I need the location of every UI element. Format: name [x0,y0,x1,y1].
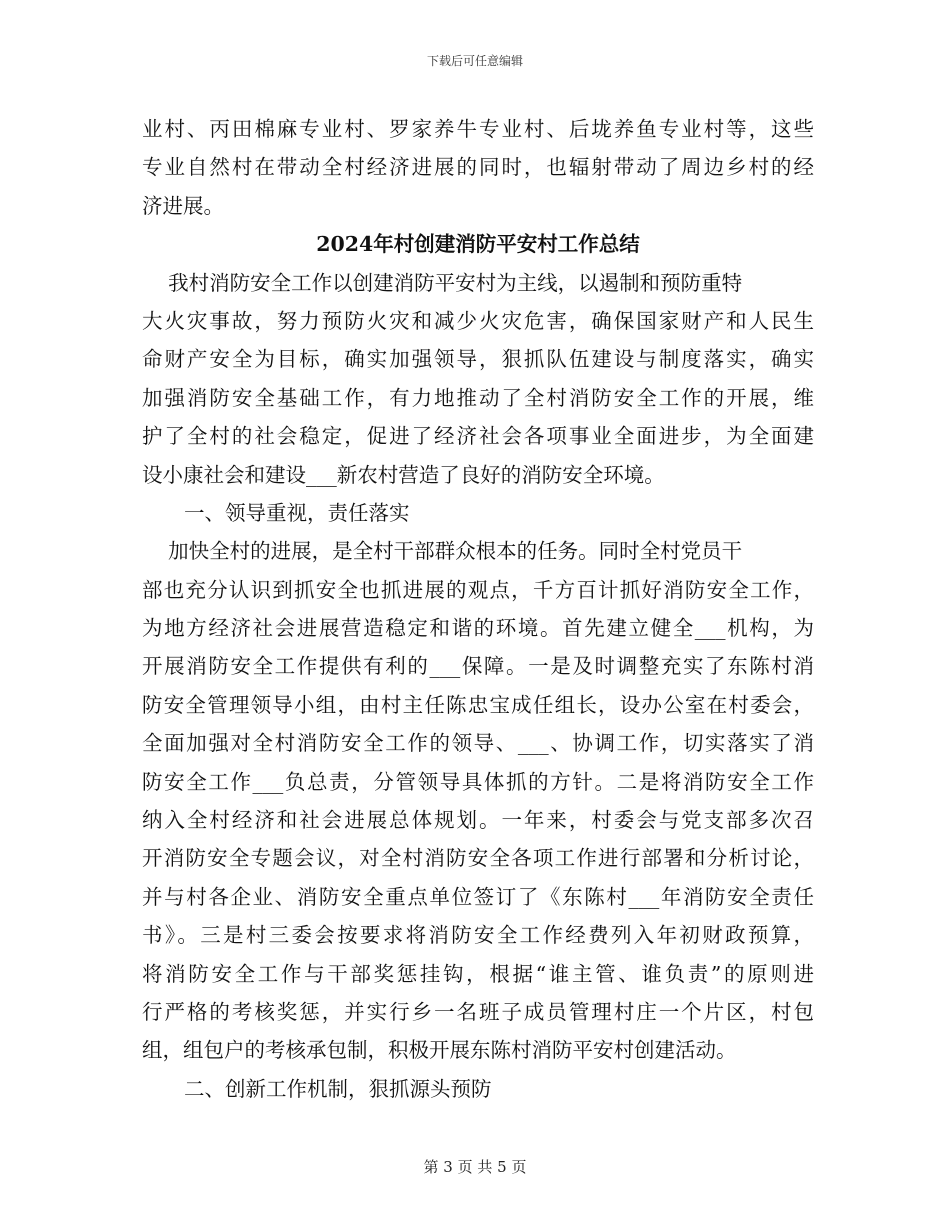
paragraph-line: 行严格的考核奖惩，并实行乡一名班子成员管理村庄一个片区，村包 [142,999,814,1024]
paragraph-line: 全面加强对全村消防安全工作的领导、___、协调工作，切实落实了消 [142,731,814,756]
page-header: 下载后可任意编辑 [426,54,523,68]
subheading: 二、创新工作机制，狠抓源头预防 [184,1076,492,1101]
paragraph-line: 防安全管理领导小组，由村主任陈忠宝成任组长，设办公室在村委会， [142,692,814,717]
paragraph-line: 将消防安全工作与干部奖惩挂钩，根据“谁主管、谁负责”的原则进 [142,961,814,986]
paragraph-line: 加强消防安全基础工作，有力地推动了全村消防安全工作的开展，维 [142,385,814,410]
paragraph-line: 防安全工作___负总责，分管领导具体抓的方针。二是将消防安全工作 [142,769,814,794]
paragraph-line: 护了全村的社会稳定，促进了经济社会各项事业全面进步，为全面建 [142,424,814,449]
paragraph-line: 部也充分认识到抓安全也抓进展的观点，千方百计抓好消防安全工作， [142,577,814,602]
paragraph-line: 加快全村的进展，是全村干部群众根本的任务。同时全村党员干 [142,539,743,564]
paragraph-line: 专业自然村在带动全村经济进展的同时，也辐射带动了周边乡村的经 [142,155,814,180]
paragraph-line: 我村消防安全工作以创建消防平安村为主线，以遏制和预防重特 [142,270,743,295]
paragraph-line: 纳入全村经济和社会进展总体规划。一年来，村委会与党支部多次召 [142,808,814,833]
paragraph-line: 命财产安全为目标，确实加强领导，狠抓队伍建设与制度落实，确实 [142,347,814,372]
paragraph-line: 大火灾事故，努力预防火灾和减少火灾危害，确保国家财产和人民生 [142,308,814,333]
paragraph-line: 济进展。 [142,193,224,218]
section-title: 2024年村创建消防平安村工作总结 [316,232,640,257]
paragraph-line: 设小康社会和建设___新农村营造了良好的消防安全环境。 [142,462,665,487]
paragraph-line: 开消防安全专题会议，对全村消防安全各项工作进行部署和分析讨论， [142,846,814,871]
page-footer: 第 3 页 共 5 页 [423,1158,527,1176]
subheading: 一、领导重视，责任落实 [184,500,410,525]
paragraph-line: 为地方经济社会进展营造稳定和谐的环境。首先建立健全___机构，为 [142,616,814,641]
paragraph-line: 组，组包户的考核承包制，积极开展东陈村消防平安村创建活动。 [142,1038,737,1063]
paragraph-line: 业村、丙田棉麻专业村、罗家养牛专业村、后垅养鱼专业村等，这些 [142,117,814,141]
paragraph-line: 并与村各企业、消防安全重点单位签订了《东陈村___年消防安全责任 [142,884,814,909]
document-body [142,110,814,1108]
paragraph-line: 书》。三是村三委会按要求将消防安全工作经费列入年初财政预算， [142,923,814,948]
paragraph-line: 开展消防安全工作提供有利的___保障。一是及时调整充实了东陈村消 [142,654,814,679]
